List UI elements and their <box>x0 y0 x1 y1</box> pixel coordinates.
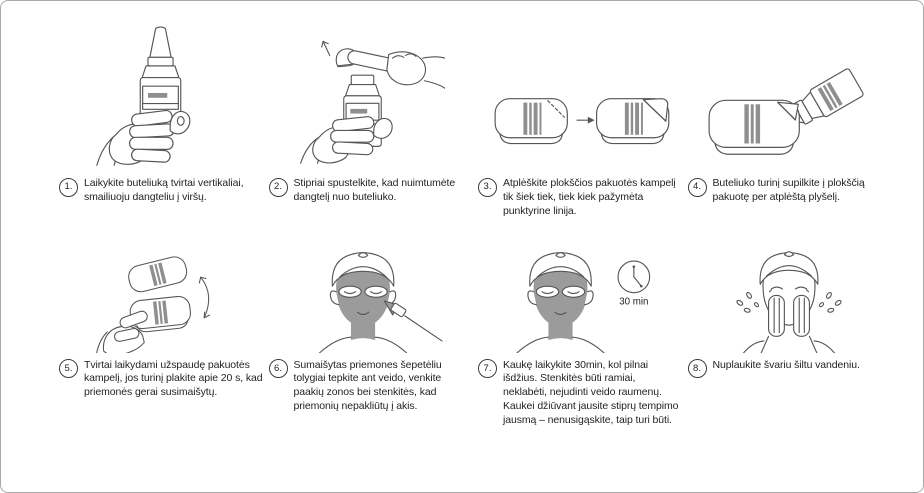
step-4-illustration <box>688 9 892 167</box>
step-4 <box>688 9 898 219</box>
step-text: Kaukę laikykite 30min, kol pilnai išdžius. Stenkitės būti ramiai, neklabėti, nejudinti veido raumenų. Kaukei džiūvant jausite stiprų tempimo jausmą – nenusigąskite, taip turi būti. <box>503 358 679 427</box>
step-text: Tvirtai laikydami užspaudę pakuotės kampelį, jos turinį plakite apie 20 s, kad priemonės gerai susimaišytų. <box>84 358 263 399</box>
step-number-badge: 5. <box>59 359 78 378</box>
step-7-illustration <box>478 249 682 353</box>
water-droplets-left <box>736 291 759 312</box>
apply-mask-with-brush-icon <box>289 249 451 353</box>
wait-with-mask-clock-icon <box>492 249 668 353</box>
step-8-illustration <box>688 249 892 353</box>
clock-30min-icon <box>618 261 650 308</box>
step-number-badge: 3. <box>478 178 497 197</box>
step-number-badge: 6. <box>269 359 288 378</box>
step-number-badge: 1. <box>59 178 78 197</box>
step-6-illustration <box>269 249 473 353</box>
step-7 <box>478 249 688 428</box>
step-5-caption <box>59 359 263 401</box>
step-number-badge: 2. <box>269 178 288 197</box>
step-text: Stipriai spustelkite, kad nuimtumėte dangtelį nuo buteliuko. <box>293 177 456 203</box>
step-2-illustration <box>269 9 473 167</box>
step-1 <box>59 9 269 219</box>
step-text: Buteliuko turinį supilkite į plokščią pakuotę per atplėštą plyšelį. <box>712 177 865 203</box>
step-8-caption <box>688 359 892 379</box>
tear-tray-corner-icon <box>487 87 673 167</box>
water-droplets-right <box>819 291 842 312</box>
step-6-caption <box>269 359 473 414</box>
steps-row-1 <box>59 9 897 219</box>
step-4-caption <box>688 177 892 205</box>
step-1-illustration <box>59 9 263 167</box>
step-2-caption <box>269 177 473 205</box>
step-3-caption <box>478 177 682 219</box>
shake-sealed-tray-icon <box>88 249 234 353</box>
step-5 <box>59 249 269 428</box>
wash-face-with-water-icon <box>716 249 862 353</box>
step-number-badge: 8. <box>688 359 707 378</box>
hand-holding-dropper-bottle-icon <box>93 17 228 167</box>
step-3-illustration <box>478 9 682 167</box>
step-text: Laikykite buteliuką tvirtai vertikaliai, smailiuoju dangteliu į viršų. <box>84 177 244 203</box>
step-text: Nuplaukite švariu šiltu vandeniu. <box>712 358 860 371</box>
step-8 <box>688 249 898 428</box>
steps-row-2 <box>59 249 897 428</box>
step-7-caption <box>478 359 682 428</box>
step-number-badge: 4. <box>688 178 707 197</box>
step-6 <box>269 249 479 428</box>
squeeze-cap-off-bottle-icon <box>295 17 445 167</box>
step-3 <box>478 9 688 219</box>
step-1-caption <box>59 177 263 205</box>
sheet-content <box>1 1 923 428</box>
clock-30min-label: 30 min <box>618 296 649 308</box>
step-text: Sumaišytas priemones šepetėliu tolygiai tepkite ant veido, venkite paakių zonos bei stenkitės, kad priemonių nepakliūtų į akis. <box>293 358 442 413</box>
step-5-illustration <box>59 249 263 353</box>
pour-bottle-into-tray-icon <box>703 67 875 167</box>
step-text: Atplėškite plokščios pakuotės kampelį tik šiek tiek, tiek kiek pažymėta punktyrine linija. <box>503 177 676 217</box>
step-2 <box>269 9 479 219</box>
step-number-badge: 7. <box>478 359 497 378</box>
